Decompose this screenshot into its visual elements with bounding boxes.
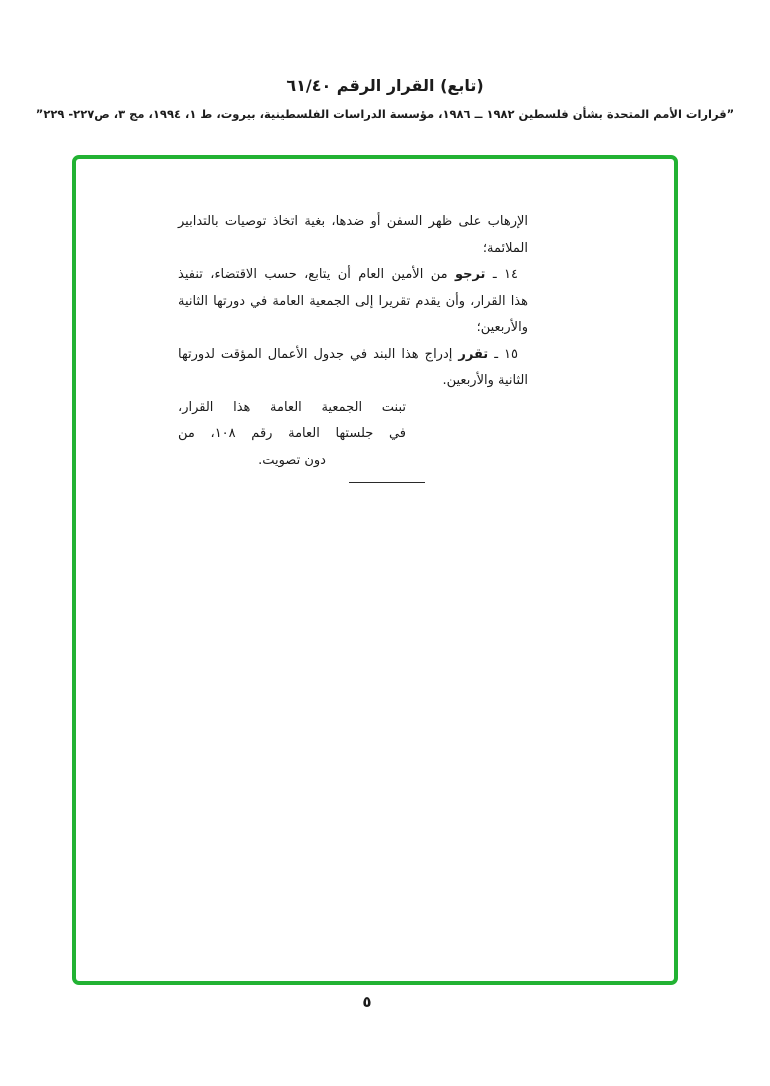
bold-operative-word: ترجو (454, 267, 486, 282)
page-number: ٥ (362, 993, 372, 1011)
text-segment: إدراج هذا البند في جدول الأعمال المؤقت لدورتها (178, 346, 459, 362)
paragraph-continuation (178, 209, 528, 262)
paragraph-operative-15 (178, 342, 528, 395)
resolution-text-column (178, 209, 528, 474)
text-segment: الثانية والأربعين. (442, 373, 528, 388)
paragraph-operative-14 (178, 262, 528, 342)
text-segment: الإرهاب على ظهر السفن أو ضدها، بغية اتخاذ توصيات بالتدابير (178, 214, 528, 229)
text-segment: ١٤ ـ (485, 267, 518, 282)
text-line (178, 289, 528, 316)
text-line (178, 448, 406, 475)
adoption-note (178, 395, 406, 475)
text-line (178, 395, 406, 422)
bold-operative-word: تقرر (458, 346, 489, 362)
text-line (178, 315, 528, 342)
text-segment: تبنت الجمعية العامة هذا القرار، (178, 399, 406, 415)
text-line (178, 209, 528, 236)
text-segment: والأربعين؛ (476, 320, 528, 335)
text-line (178, 236, 528, 263)
text-segment: الملائمة؛ (482, 240, 528, 256)
page-title: (تابع) القرار الرقم ٦١/٤٠ (286, 76, 484, 95)
text-line (178, 262, 528, 289)
text-segment: ١٥ ـ (488, 346, 518, 362)
text-segment: في جلستها العامة رقم ١٠٨، من (178, 426, 406, 441)
section-divider (349, 482, 425, 483)
text-line (178, 368, 528, 395)
text-segment: هذا القرار، وأن يقدم تقريرا إلى الجمعية العامة في دورتها الثانية (178, 293, 528, 309)
text-line (178, 421, 406, 448)
text-segment: دون تصويت. (258, 452, 326, 468)
source-citation: ”قرارات الأمم المتحدة بشأن فلسطين ١٩٨٢ ــ ١٩٨٦، مؤسسة الدراسات الفلسطينية، بيروت، ط ١، ١٩٩٤، مج ٣، ص٢٢٧- ٢٢٩” (35, 107, 735, 121)
text-line (178, 342, 528, 369)
text-segment: من الأمين العام أن يتابع، حسب الاقتضاء، تنفيذ (178, 267, 455, 282)
